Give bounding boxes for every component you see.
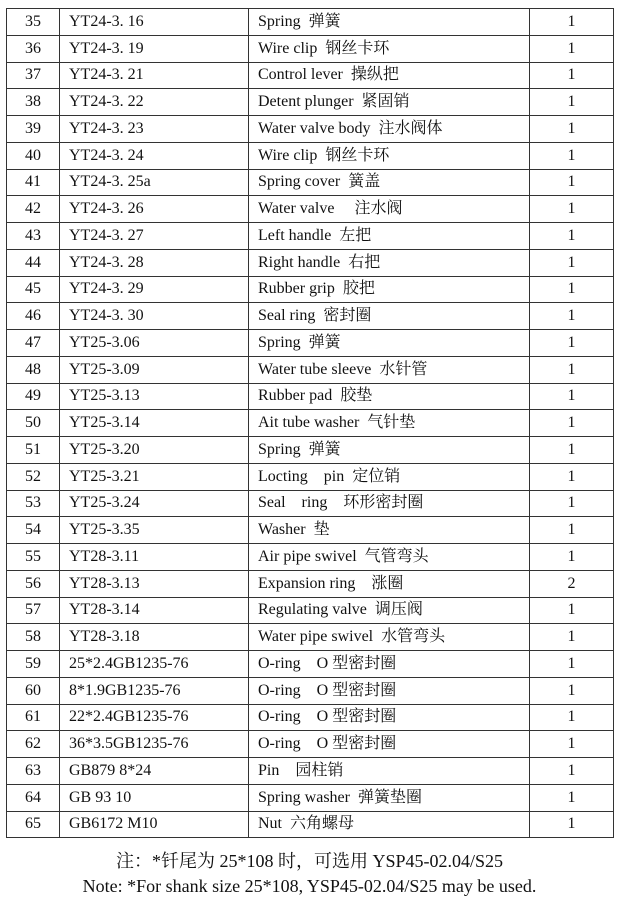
- part-code-cell: YT25-3.20: [60, 437, 249, 464]
- quantity-cell: 1: [530, 677, 614, 704]
- quantity-cell: 1: [530, 196, 614, 223]
- quantity-cell: 2: [530, 570, 614, 597]
- table-row: [7, 784, 614, 811]
- quantity-cell: 1: [530, 383, 614, 410]
- quantity-cell: 1: [530, 9, 614, 36]
- part-code-cell: YT25-3.35: [60, 517, 249, 544]
- item-number-cell: 64: [7, 784, 60, 811]
- quantity-cell: 1: [530, 330, 614, 357]
- item-number-cell: 36: [7, 35, 60, 62]
- part-name-cell: Spring washer 弹簧垫圈: [249, 784, 530, 811]
- table-row: [7, 303, 614, 330]
- part-code-cell: YT25-3.24: [60, 490, 249, 517]
- table-row: [7, 651, 614, 678]
- part-name-cell: Rubber pad 胶垫: [249, 383, 530, 410]
- table-row: [7, 223, 614, 250]
- note-english: Note: *For shank size 25*108, YSP45-02.04/S25 may be used.: [82, 876, 537, 896]
- table-row: [7, 89, 614, 116]
- quantity-cell: 1: [530, 303, 614, 330]
- table-row: [7, 276, 614, 303]
- part-name-cell: Control lever 操纵把: [249, 62, 530, 89]
- table-row: [7, 731, 614, 758]
- part-code-cell: YT24-3. 16: [60, 9, 249, 36]
- part-name-cell: Water pipe swivel 水管弯头: [249, 624, 530, 651]
- table-row: [7, 597, 614, 624]
- quantity-cell: 1: [530, 463, 614, 490]
- part-name-cell: Nut 六角螺母: [249, 811, 530, 838]
- quantity-cell: 1: [530, 223, 614, 250]
- part-name-cell: Ait tube washer 气针垫: [249, 410, 530, 437]
- part-code-cell: GB879 8*24: [60, 758, 249, 785]
- quantity-cell: 1: [530, 276, 614, 303]
- item-number-cell: 41: [7, 169, 60, 196]
- part-name-cell: Water valve body 注水阀体: [249, 116, 530, 143]
- part-code-cell: YT25-3.14: [60, 410, 249, 437]
- item-number-cell: 43: [7, 223, 60, 250]
- part-name-cell: Right handle 右把: [249, 249, 530, 276]
- part-name-cell: O-ring O 型密封圈: [249, 704, 530, 731]
- item-number-cell: 44: [7, 249, 60, 276]
- item-number-cell: 57: [7, 597, 60, 624]
- part-code-cell: 8*1.9GB1235-76: [60, 677, 249, 704]
- part-name-cell: Seal ring 环形密封圈: [249, 490, 530, 517]
- part-code-cell: YT24-3. 21: [60, 62, 249, 89]
- quantity-cell: 1: [530, 731, 614, 758]
- quantity-cell: 1: [530, 35, 614, 62]
- table-row: [7, 624, 614, 651]
- quantity-cell: 1: [530, 597, 614, 624]
- part-name-cell: Pin 园柱销: [249, 758, 530, 785]
- part-name-cell: Spring 弹簧: [249, 437, 530, 464]
- part-code-cell: YT28-3.11: [60, 544, 249, 571]
- quantity-cell: 1: [530, 704, 614, 731]
- parts-table-body: [7, 9, 614, 838]
- item-number-cell: 65: [7, 811, 60, 838]
- table-row: [7, 517, 614, 544]
- item-number-cell: 62: [7, 731, 60, 758]
- table-row: [7, 490, 614, 517]
- table-row: [7, 249, 614, 276]
- table-row: [7, 196, 614, 223]
- quantity-cell: 1: [530, 758, 614, 785]
- part-name-cell: Air pipe swivel 气管弯头: [249, 544, 530, 571]
- part-name-cell: Water valve 注水阀: [249, 196, 530, 223]
- table-row: [7, 35, 614, 62]
- part-name-cell: Left handle 左把: [249, 223, 530, 250]
- table-row: [7, 811, 614, 838]
- part-name-cell: Expansion ring 涨圈: [249, 570, 530, 597]
- part-code-cell: YT25-3.06: [60, 330, 249, 357]
- part-name-cell: Wire clip 钢丝卡环: [249, 142, 530, 169]
- table-row: [7, 704, 614, 731]
- part-code-cell: GB 93 10: [60, 784, 249, 811]
- part-code-cell: YT24-3. 25a: [60, 169, 249, 196]
- quantity-cell: 1: [530, 544, 614, 571]
- part-name-cell: Spring 弹簧: [249, 9, 530, 36]
- item-number-cell: 53: [7, 490, 60, 517]
- part-name-cell: Rubber grip 胶把: [249, 276, 530, 303]
- part-code-cell: YT24-3. 24: [60, 142, 249, 169]
- item-number-cell: 35: [7, 9, 60, 36]
- part-name-cell: O-ring O 型密封圈: [249, 651, 530, 678]
- part-name-cell: Water tube sleeve 水针管: [249, 356, 530, 383]
- part-code-cell: YT24-3. 30: [60, 303, 249, 330]
- part-code-cell: YT28-3.14: [60, 597, 249, 624]
- table-row: [7, 9, 614, 36]
- part-name-cell: Spring cover 簧盖: [249, 169, 530, 196]
- part-code-cell: YT28-3.13: [60, 570, 249, 597]
- item-number-cell: 45: [7, 276, 60, 303]
- part-name-cell: Locting pin 定位销: [249, 463, 530, 490]
- item-number-cell: 58: [7, 624, 60, 651]
- table-row: [7, 570, 614, 597]
- table-row: [7, 437, 614, 464]
- item-number-cell: 55: [7, 544, 60, 571]
- part-code-cell: YT24-3. 26: [60, 196, 249, 223]
- part-name-cell: Wire clip 钢丝卡环: [249, 35, 530, 62]
- item-number-cell: 56: [7, 570, 60, 597]
- part-name-cell: Spring 弹簧: [249, 330, 530, 357]
- part-code-cell: YT24-3. 22: [60, 89, 249, 116]
- table-row: [7, 544, 614, 571]
- table-row: [7, 410, 614, 437]
- item-number-cell: 51: [7, 437, 60, 464]
- quantity-cell: 1: [530, 116, 614, 143]
- table-row: [7, 677, 614, 704]
- table-row: [7, 383, 614, 410]
- item-number-cell: 37: [7, 62, 60, 89]
- parts-table: [6, 8, 614, 838]
- part-name-cell: Regulating valve 调压阀: [249, 597, 530, 624]
- part-code-cell: YT25-3.13: [60, 383, 249, 410]
- table-row: [7, 356, 614, 383]
- item-number-cell: 46: [7, 303, 60, 330]
- quantity-cell: 1: [530, 142, 614, 169]
- table-row: [7, 758, 614, 785]
- part-code-cell: 36*3.5GB1235-76: [60, 731, 249, 758]
- part-code-cell: YT24-3. 27: [60, 223, 249, 250]
- part-name-cell: Seal ring 密封圈: [249, 303, 530, 330]
- item-number-cell: 48: [7, 356, 60, 383]
- item-number-cell: 63: [7, 758, 60, 785]
- part-code-cell: YT24-3. 19: [60, 35, 249, 62]
- part-code-cell: GB6172 M10: [60, 811, 249, 838]
- part-name-cell: Washer 垫: [249, 517, 530, 544]
- item-number-cell: 42: [7, 196, 60, 223]
- item-number-cell: 38: [7, 89, 60, 116]
- part-name-cell: O-ring O 型密封圈: [249, 677, 530, 704]
- quantity-cell: 1: [530, 356, 614, 383]
- quantity-cell: 1: [530, 169, 614, 196]
- table-row: [7, 330, 614, 357]
- part-name-cell: Detent plunger 紧固销: [249, 89, 530, 116]
- quantity-cell: 1: [530, 89, 614, 116]
- part-code-cell: YT28-3.18: [60, 624, 249, 651]
- item-number-cell: 52: [7, 463, 60, 490]
- item-number-cell: 61: [7, 704, 60, 731]
- table-row: [7, 169, 614, 196]
- table-row: [7, 142, 614, 169]
- item-number-cell: 54: [7, 517, 60, 544]
- part-code-cell: YT24-3. 29: [60, 276, 249, 303]
- quantity-cell: 1: [530, 437, 614, 464]
- quantity-cell: 1: [530, 651, 614, 678]
- item-number-cell: 47: [7, 330, 60, 357]
- item-number-cell: 39: [7, 116, 60, 143]
- table-row: [7, 116, 614, 143]
- part-name-cell: O-ring O 型密封圈: [249, 731, 530, 758]
- item-number-cell: 50: [7, 410, 60, 437]
- quantity-cell: 1: [530, 410, 614, 437]
- item-number-cell: 49: [7, 383, 60, 410]
- quantity-cell: 1: [530, 624, 614, 651]
- part-code-cell: YT24-3. 23: [60, 116, 249, 143]
- part-code-cell: YT25-3.09: [60, 356, 249, 383]
- part-code-cell: 22*2.4GB1235-76: [60, 704, 249, 731]
- table-row: [7, 463, 614, 490]
- part-code-cell: 25*2.4GB1235-76: [60, 651, 249, 678]
- quantity-cell: 1: [530, 62, 614, 89]
- item-number-cell: 60: [7, 677, 60, 704]
- quantity-cell: 1: [530, 249, 614, 276]
- item-number-cell: 40: [7, 142, 60, 169]
- note-chinese: 注：*钎尾为 25*108 时，可选用 YSP45-02.04/S25: [115, 851, 504, 871]
- quantity-cell: 1: [530, 784, 614, 811]
- item-number-cell: 59: [7, 651, 60, 678]
- part-code-cell: YT25-3.21: [60, 463, 249, 490]
- quantity-cell: 1: [530, 517, 614, 544]
- table-row: [7, 62, 614, 89]
- part-code-cell: YT24-3. 28: [60, 249, 249, 276]
- quantity-cell: 1: [530, 811, 614, 838]
- quantity-cell: 1: [530, 490, 614, 517]
